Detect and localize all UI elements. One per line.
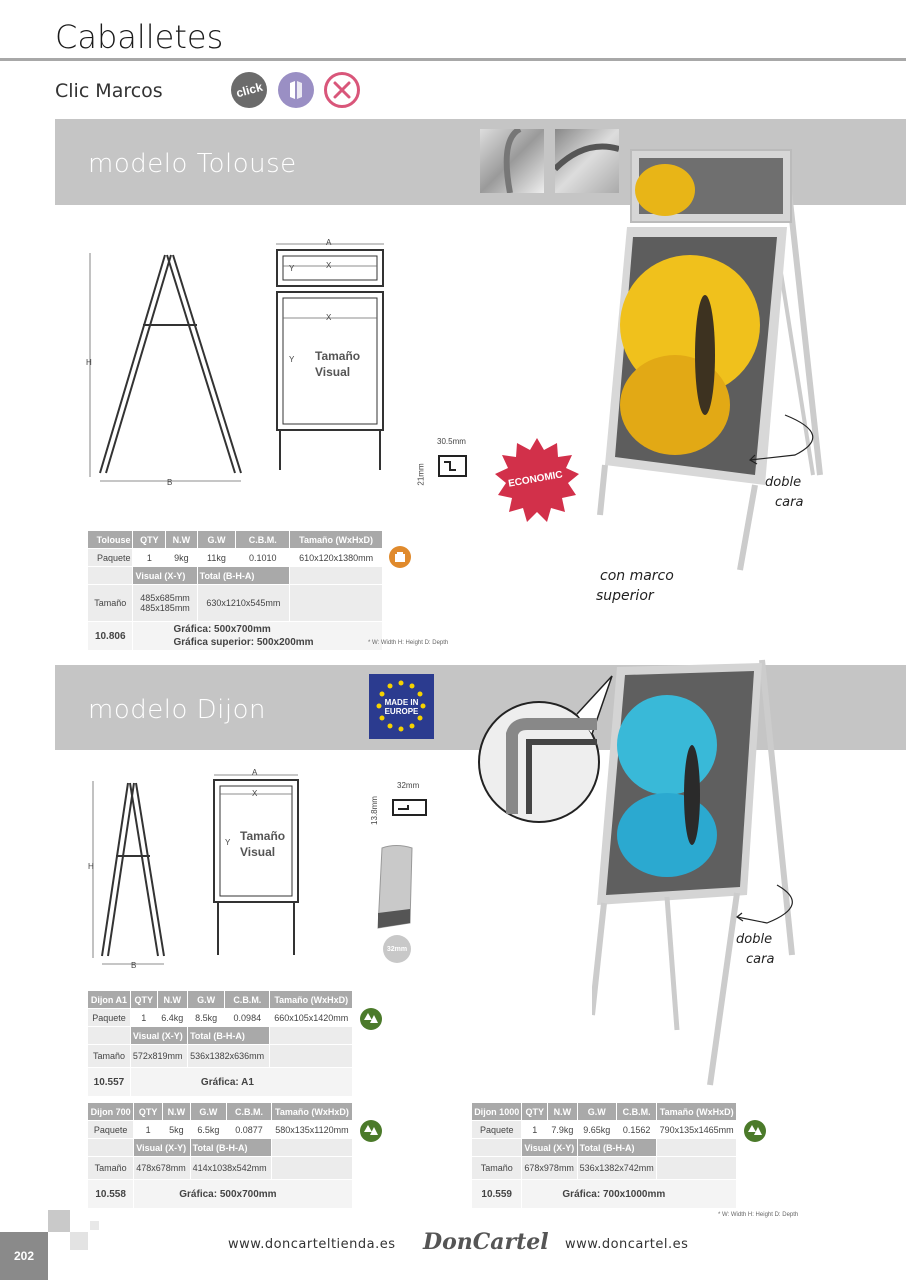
dim-b: B — [167, 478, 173, 487]
dijon-product-photo — [592, 655, 797, 1095]
profile-sample-photo — [372, 843, 420, 933]
tamano-visual-label: Tamaño Visual — [240, 829, 286, 859]
page-subtitle: Clic Marcos — [55, 80, 163, 102]
made-in-europe-flag — [369, 674, 434, 739]
frame-profile-icon — [390, 795, 430, 820]
profile-size-badge: 32mm — [383, 935, 411, 963]
dim-x: X — [326, 313, 332, 322]
corner-detail-photo — [480, 129, 544, 193]
box-icon — [389, 546, 411, 568]
tree-icon — [744, 1120, 766, 1142]
dim-h: H — [88, 862, 94, 871]
footer-deco-square — [48, 1210, 70, 1232]
dijon-700-spec-table: Dijon 700 QTY N.W G.W C.B.M. Tamaño (WxHxD) Paquete 1 5kg 6.5kg 0.0877 580x135x1120mm Visual (X-Y) Total (B-H-A) Tamaño 478x678mm 414x1038x542mm 10.558 Gráfica: 500x700mm — [87, 1102, 353, 1209]
cara-note: cara — [775, 495, 804, 510]
page-title: Caballetes — [55, 18, 224, 56]
profile-height: 21mm — [416, 463, 426, 486]
con-marco-note: con marco — [600, 568, 674, 584]
tamano-visual-label: Tamaño Visual — [315, 349, 361, 379]
doble-note: doble — [736, 932, 773, 947]
double-sided-icon — [278, 72, 314, 108]
dijon-title: modelo Dijon — [88, 695, 266, 725]
made-in-europe-label: MADE IN EUROPE — [384, 698, 419, 716]
footer-deco-square — [70, 1232, 88, 1250]
doble-note: doble — [765, 475, 802, 490]
footer-url-shop[interactable]: www.doncarteltienda.es — [228, 1237, 396, 1252]
footer-deco-square — [90, 1221, 99, 1230]
dijon-side-diagram — [88, 778, 178, 970]
economic-label: ECONOMIC — [507, 469, 564, 490]
dim-b: B — [131, 961, 137, 970]
cara-note: cara — [746, 952, 775, 967]
tolouse-spec-table: Tolouse QTY N.W G.W C.B.M. Tamaño (WxHxD) Paquete 1 9kg 11kg 0.1010 610x120x1380mm Visual (X-Y) Total (B-H-A) Tamaño 485x685mm 485x185mm 630x1210x545mm 10.806 Gráfica: 500x700mm Gráfica superior: 500x200mm — [87, 530, 383, 651]
dim-y: Y — [225, 838, 231, 847]
dim-x: X — [252, 789, 258, 798]
dijon-footnote: * W: Width H: Height D: Depth — [718, 1212, 799, 1218]
superior-note: superior — [596, 588, 654, 604]
click-label: click — [234, 79, 264, 101]
profile-height: 13.8mm — [369, 796, 379, 825]
dim-y: Y — [289, 355, 295, 364]
tolouse-product-photo — [595, 145, 830, 575]
dim-x-top: X — [326, 261, 332, 270]
title-divider — [0, 58, 906, 61]
tolouse-footnote: * W: Width H: Height D: Depth — [368, 640, 449, 646]
dim-a: A — [252, 768, 258, 777]
tolouse-side-diagram — [85, 245, 245, 485]
page-number: 202 — [0, 1232, 48, 1280]
tree-icon — [360, 1120, 382, 1142]
dijon-1000-spec-table: Dijon 1000 QTY N.W G.W C.B.M. Tamaño (WxHxD) Paquete 1 7.9kg 9.65kg 0.1562 790x135x1465mm Visual (X-Y) Total (B-H-A) Tamaño 678x978mm 536x1382x742mm 10.559 Gráfica: 700x1000mm — [471, 1102, 737, 1209]
dim-y-top: Y — [289, 264, 295, 273]
tree-icon — [360, 1008, 382, 1030]
dim-h: H — [86, 358, 92, 367]
tolouse-title: modelo Tolouse — [88, 149, 297, 179]
frame-profile-icon — [436, 452, 470, 480]
dim-a: A — [326, 238, 332, 247]
no-tools-icon — [324, 72, 360, 108]
click-icon — [231, 72, 267, 108]
profile-width: 32mm — [397, 781, 420, 790]
profile-width: 30.5mm — [437, 437, 466, 446]
dijon-a1-spec-table: Dijon A1 QTY N.W G.W C.B.M. Tamaño (WxHxD) Paquete 1 6.4kg 8.5kg 0.0984 660x105x1420mm Visual (X-Y) Total (B-H-A) Tamaño 572x819mm 536x1382x636mm 10.557 Gráfica: A1 — [87, 990, 353, 1097]
footer-url-main[interactable]: www.doncartel.es — [565, 1237, 689, 1252]
brand-logo: DonCartel — [423, 1229, 549, 1255]
